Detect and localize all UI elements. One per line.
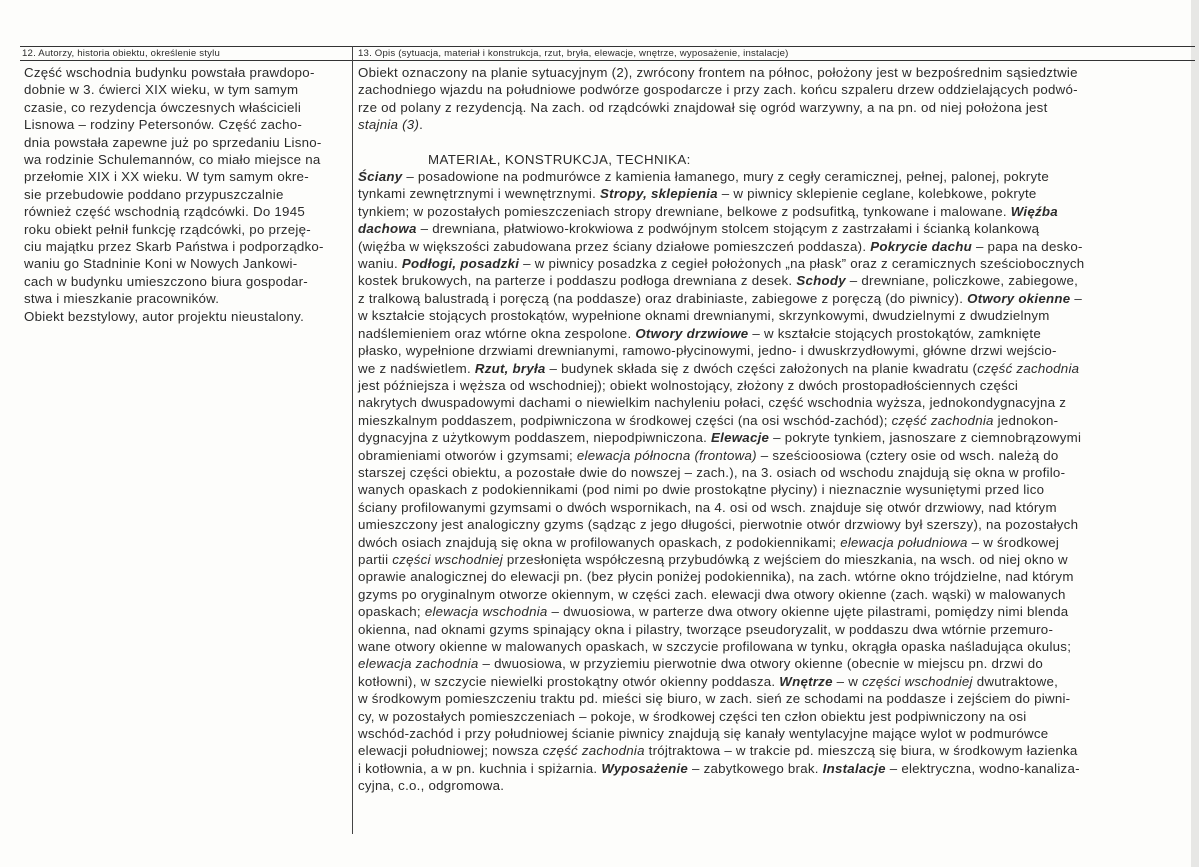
text-line: okienna, nad oknami gzyms spinający okna i pilastry, tworzące pseudoryzalit, w poddaszu dwa wtórnie przemuro- (358, 621, 1054, 637)
text-line: tynkiem; w pozostałych pomieszczeniach stropy drewniane, belkowe z podsufitką, tynkowane i malowane. Więźba (358, 203, 1058, 219)
record-card-form (20, 46, 1195, 836)
section-13-header: 13. Opis (sytuacja, materiał i konstrukcja, rzut, bryła, elewacje, wnętrze, wyposażenie, instalacje) (358, 48, 789, 59)
text-line: ciu majątku przez Skarb Państwa i podporządko- (24, 239, 324, 255)
text-line: jest późniejsza i węższa od wschodniej); obiekt wolnostojący, złożony z dwóch prostopadłościennych części (358, 377, 1019, 393)
text-line: roku obiekt pełnił funkcję rządcówki, po przeję- (24, 221, 311, 237)
text-line: Lisnowa – rodziny Petersonów. Część zacho- (24, 117, 303, 133)
text-line: mieszkalnym poddaszem, podpiwniczona w środkowej części (na osi wschód-zachód); część zachodnia jednokon- (358, 412, 1059, 428)
section-13-text (358, 64, 1193, 795)
text-line: również część wschodnią rządcówki. Do 1945 (24, 204, 305, 220)
text-line: starszej części obiektu, a pozostałe dwie do nowszej – zach.), na 3. osiach od wschodu znajdują się okna w profilo- (358, 464, 1066, 480)
text-line: cy, w pozostałych pomieszczeniach – pokoje, w środkowej części ten człon obiektu jest podpiwniczony na osi (358, 708, 1027, 724)
intro-paragraph (358, 64, 1193, 134)
text-line: z tralkową balustradą i poręczą (na poddasze) oraz drabiniaste, zabiegowe z poręczą (do piwnicy). Otwory okienne – (358, 290, 1082, 306)
text-line: wa rodzinie Schulemannów, co miało miejsce na (24, 152, 321, 168)
text-line: dwóch osiach znajdują się okna w profilowanych opaskach, z podokiennikami; elewacja południowa – w środkowej (358, 534, 1060, 550)
text-line: dnia powstała zapewne już po sprzedaniu Lisno- (24, 134, 322, 150)
text-line: czasie, co rezydencja ówczesnych właścicieli (24, 99, 302, 115)
material-construction-paragraph (358, 168, 1193, 795)
text-line: rze od polany z rezydencją. Na zach. od rządcówki znajdował się ogród warzywny, a na pn. od niej położona jest (358, 99, 1048, 115)
text-line: dobnie w 3. ćwierci XIX wieku, w tym samym (24, 82, 299, 98)
section-title-material: MATERIAŁ, KONSTRUKCJA, TECHNIKA: (428, 151, 691, 167)
text-line: i kotłownia, a w pn. kuchnia i spiżarnia. Wyposażenie – zabytkowego brak. Instalacje – elektryczna, wodno-kanaliza- (358, 760, 1080, 776)
text-line: oprawie analogicznej do elewacji pn. (bez płycin poniżej podokiennika), na zach. wtórne okno trójdzielne, nad którym (358, 569, 1074, 585)
text-line: tynkami zewnętrznymi i wewnętrznymi. Stropy, sklepienia – w piwnicy sklepienie ceglane, kolebkowe, pokryte (358, 186, 1037, 202)
text-line: (więźba w większości zabudowana przez ściany działowe pomieszczeń poddasza). Pokrycie dachu – papa na desko- (358, 238, 1083, 254)
text-line: dygnacyjna z użytkowym poddaszem, niepodpiwniczona. Elewacje – pokryte tynkiem, jasnoszare z ciemnobrązowymi (358, 430, 1082, 446)
text-line: kotłowni), w szczycie niewielki prostokątny otwór okienny poddasza. Wnętrze – w części wschodniej dwutraktowe, (358, 673, 1059, 689)
text-line: kostek brukowych, na parterze i poddaszu podłoga drewniana z desek. Schody – drewniane, policzkowe, zabiegowe, (358, 273, 1079, 289)
text-line: w środkowym pomieszczeniu traktu pd. mieści się biuro, w zach. sień ze schodami na poddasze i zejściem do piwni- (358, 691, 1071, 707)
text-line: nakrytych dwuspadowymi dachami o niewielkim nachyleniu połaci, część wschodnia wyższa, jednokondygnacyjna z (358, 395, 1067, 411)
column-divider (352, 46, 353, 834)
text-line: w kształcie stojących prostokątów, wypełnione oknami drewnianymi, skrzynkowymi, dwudzielnymi z dwudzielnym (358, 308, 1050, 324)
text-line: Obiekt bezstylowy, autor projektu nieustalony. (24, 308, 305, 324)
text-line: waniu. Podłogi, posadzki – w piwnicy posadzka z cegieł położonych „na płask” oraz z ceramicznych sześciobocznych (358, 256, 1085, 272)
header-rule (20, 60, 1195, 61)
text-line: ściany profilowanymi gzymsami o dwóch wspornikach, na 4. osi od wsch. znajduje się otwór drzwiowy, nad którym (358, 499, 1057, 515)
text-line: wanych opaskach z podokiennikami (pod nimi po dwie prostokątne płyciny) i nieznacznie wysuniętymi przed lico (358, 482, 1045, 498)
text-line: stwa i mieszkanie pracowników. (24, 291, 220, 307)
text-line: opaskach; elewacja wschodnia – dwuosiowa, w parterze dwa otwory okienne ujęte pilastrami, pomiędzy nimi blenda (358, 604, 1069, 620)
text-line: Obiekt oznaczony na planie sytuacyjnym (2), zwrócony frontem na północ, położony jest w bezpośrednim sąsiedztwie (358, 65, 1078, 80)
text-line: gzyms po oryginalnym otworze okiennym, w części zach. elewacji dwa otwory okienne (zach. wąski) w malowanych (358, 586, 1066, 602)
text-line: cach w budynku umieszczono biura gospodar- (24, 273, 308, 289)
text-line: elewacja zachodnia – dwuosiowa, w przyziemiu pierwotnie dwa otwory okienne (obecnie w miejscu pn. drzwi do (358, 656, 1044, 672)
text-line: cyjna, c.o., odgromowa. (358, 778, 505, 794)
text-line: waniu go Stadninie Koni w Nowych Jankowi- (24, 256, 298, 272)
text-line: elewacji południowej; nowsza część zachodnia trójtraktowa – w trakcie pd. mieszczą się biura, w środkowym łazienka (358, 743, 1078, 759)
text-line: partii części wschodniej przesłonięta współczesną przybudówką z wejściem do mieszkania, na wsch. od niej okno w (358, 551, 1068, 567)
text-line: sie przebudowie poddano przypuszczalnie (24, 186, 284, 202)
text-line: stajnia (3). (358, 117, 424, 133)
section-12-header: 12. Autorzy, historia obiektu, określenie stylu (22, 48, 220, 59)
text-line: Część wschodnia budynku powstała prawdopo- (24, 65, 315, 80)
text-line: wschód-zachód i przy południowej ścianie piwnicy znajdują się kanały wentylacyjne mające wylot w podmurówce (358, 726, 1049, 742)
section-12-text (24, 64, 350, 325)
text-line: nadślemieniem oraz wtórne okna zespolone. Otwory drzwiowe – w kształcie stojących prostokątów, zamknięte (358, 325, 1042, 341)
text-line: przełomie XIX i XX wieku. W tym samym okre- (24, 169, 309, 185)
text-line: płasko, wypełnione drzwiami drewnianymi, ramowo-płycinowymi, jedno- i dwuskrzydłowymi, główne drzwi wejścio- (358, 343, 1057, 359)
text-line: umieszczony jest analogiczny gzyms (sądząc z jego długości, pierwotnie otwór drzwiowy był szerszy), na pozostałych (358, 517, 1079, 533)
text-line: zachodniego wjazdu na południowe podwórze gospodarcze i przy zach. końcu szpaleru drzew oddzielających podwó- (358, 82, 1078, 98)
text-line: dachowa – drewniana, płatwiowo-krokwiowa z podwójnym stolcem stojącym z zastrzałami i ścianką kolankową (358, 221, 1040, 237)
text-line: Ściany – posadowione na podmurówce z kamienia łamanego, mury z cegły ceramicznej, pełnej, palonej, pokryte (358, 169, 1049, 185)
text-line: wane otwory okienne w malowanych opaskach, w szczycie profilowana w tynku, okrągła opaska naśladująca okulus; (358, 639, 1072, 654)
text-line: we z nadświetlem. Rzut, bryła – budynek składa się z dwóch części założonych na planie kwadratu (część zachodnia (358, 360, 1080, 376)
text-line: obramieniami otworów i gzymsami; elewacja północna (frontowa) – sześcioosiowa (cztery osie od wsch. należą do (358, 447, 1059, 463)
